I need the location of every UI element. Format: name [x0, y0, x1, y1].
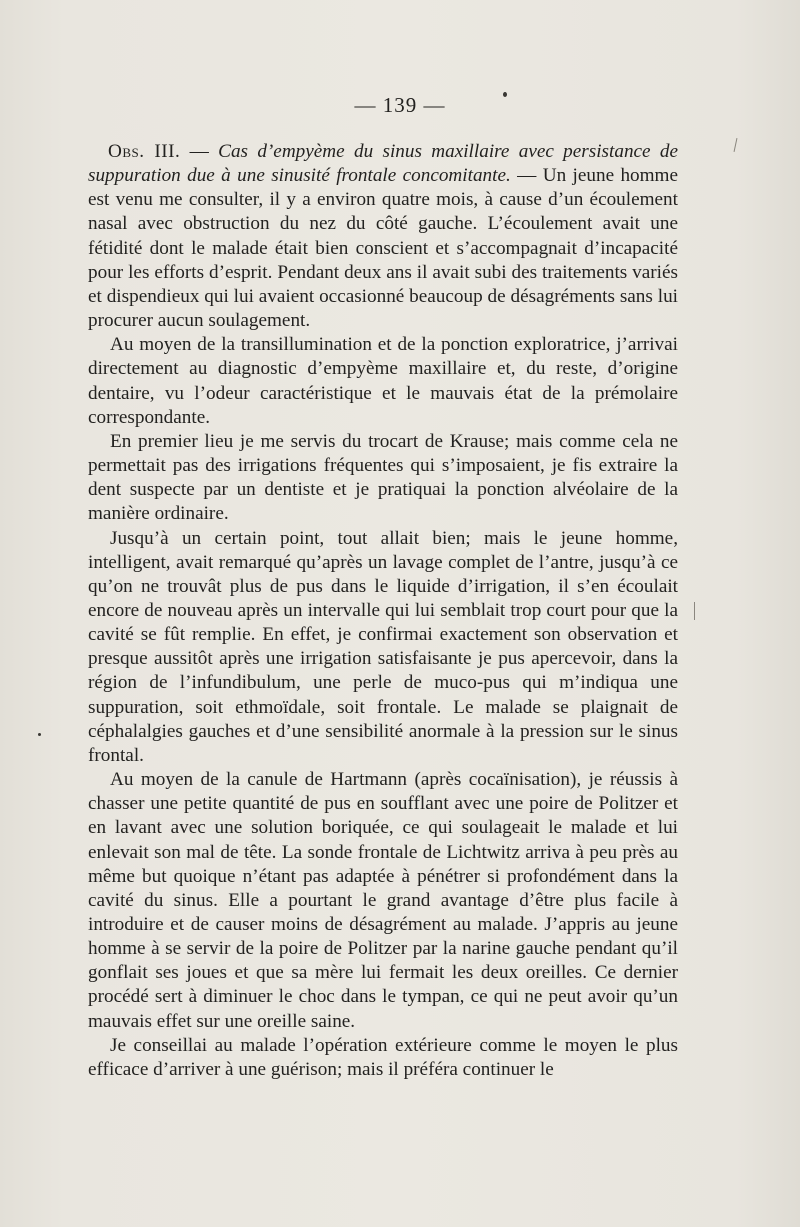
margin-mark	[734, 138, 738, 152]
observation-label: Obs. III.	[108, 141, 181, 162]
margin-mark	[694, 602, 695, 620]
paragraph-trocart: En premier lieu je me servis du trocart de Krause; mais comme cela ne permettait pas des irrigations fréquentes qui s’imposaient, je fis extraire la dent suspecte par un dentiste et je pratiquai la ponction alvéolaire de la manière ordinaire.	[88, 430, 678, 525]
observation-paragraph	[88, 140, 678, 333]
page-number: — 139 —	[354, 93, 446, 117]
observation-title: Cas d’empyème du sinus maxillaire avec persistance de suppuration due à une sinusité frontale concomitante.	[88, 141, 678, 187]
paragraph-diagnostic: Au moyen de la transillumination et de la ponction exploratrice, j’arrivai directement au diagnostic d’empyème maxillaire et, du reste, d’origine dentaire, vu l’odeur caractéristique et le mauvais état de la prémolaire correspondante.	[88, 334, 678, 428]
body-text	[88, 140, 678, 1082]
scan-speck	[38, 733, 41, 736]
scan-speck	[503, 92, 507, 97]
paragraph-observation: Jusqu’à un certain point, tout allait bien; mais le jeune homme, intelligent, avait remarqué qu’après un lavage complet de l’antre, jusqu’à ce qu’on ne trouvât plus de pus dans le liquide d’irrigation, il s’en écoulait encore de nouveau après un intervalle qui lui semblait trop court pour que la cavité se fût remplie. En effet, je confirmai exactement son observation et presque aussitôt après une irrigation satisfaisante je pus apercevoir, dans la région de l’infundibulum, une perle de muco-pus qui m’indiqua une suppuration, soit ethmoïdale, soit frontale. Le malade se plaignait de céphalalgies gauches et d’une sensibilité anormale à la pression sur le sinus frontal.	[88, 527, 678, 766]
paragraph-operation: Je conseillai au malade l’opération extérieure comme le moyen le plus efficace d’arriver à une guérison; mais il préféra continuer le	[88, 1034, 678, 1080]
paragraph-hartmann: Au moyen de la canule de Hartmann (après cocaïnisation), je réussis à chasser une petite quantité de pus en soufflant avec une poire de Politzer et en lavant avec une solution boriquée, ce qui soulageait le malade et lui enlevait son mal de tête. La sonde frontale de Lichtwitz arriva à peu près au même but quoique n’étant pas adaptée à pénétrer si profondément dans la cavité du sinus. Elle a pourtant le grand avantage d’être plus facile à introduire et de causer moins de désagrément au malade. J’appris au jeune homme à se servir de la poire de Politzer par la narine gauche pendant qu’il gonflait ses joues et que sa mère lui fermait les deux oreilles. Ce dernier procédé sert à diminuer le choc dans le tympan, ce qui ne peut avoir qu’un mauvais effet sur une oreille saine.	[88, 769, 678, 1032]
observation-dash: —	[180, 141, 219, 162]
observation-intro: — Un jeune homme est venu me consulter, il y a environ quatre mois, à cause d’un écoulement nasal avec obstruction du nez du côté gauche. L’écoulement avait une fétidité dont le malade était bien conscient et s’accompagnait d’incapacité pour les efforts d’esprit. Pendant deux ans il avait subi des traitements variés et dispendieux qui lui avaient occasionné beaucoup de désagréments sans lui procurer aucun soulagement.	[88, 165, 679, 332]
